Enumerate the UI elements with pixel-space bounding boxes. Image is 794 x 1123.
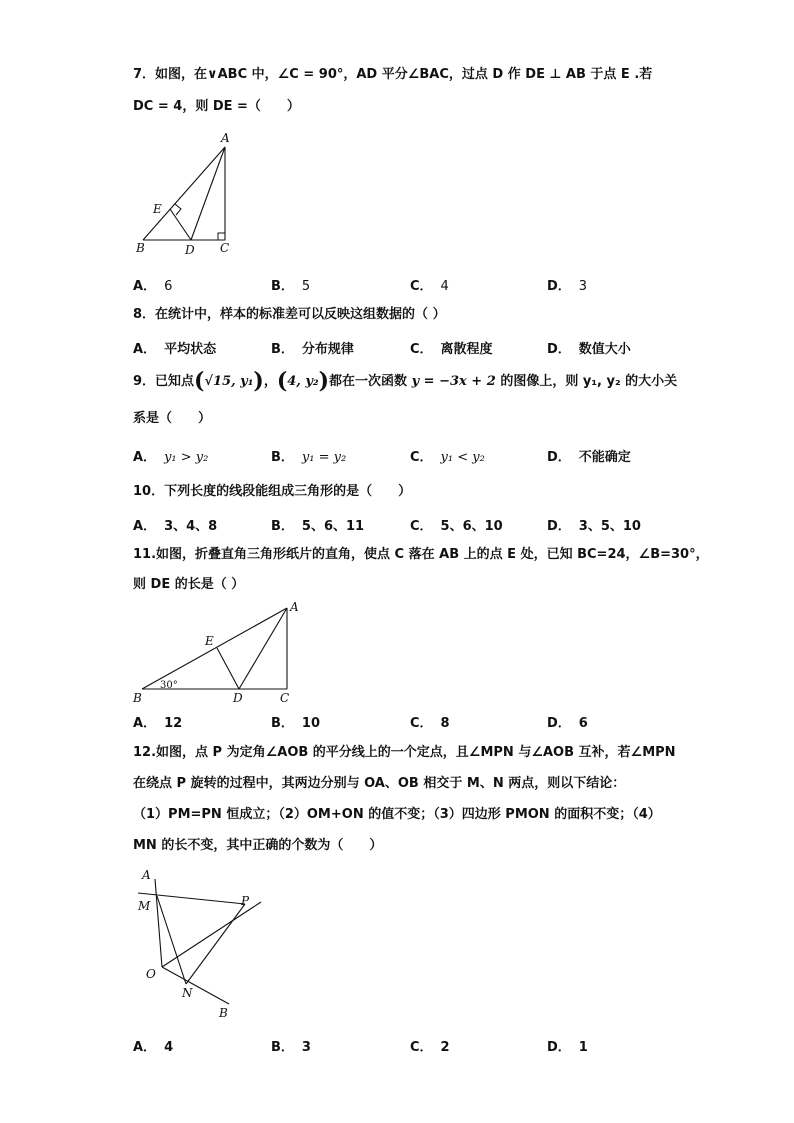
- q9-point1: √15, y₁: [204, 374, 254, 389]
- q8-stem: 8．在统计中，样本的标准差可以反映这组数据的（ ）: [133, 307, 446, 322]
- q7-option-a[interactable]: A． 6: [133, 279, 173, 294]
- q12-label-p: P: [241, 894, 250, 908]
- q12-stem-line4: MN 的长不变，其中正确的个数为（ ）: [133, 838, 383, 853]
- q11-label-a: A: [290, 600, 299, 614]
- q9-suffix: 的图像上，则 y₁, y₂ 的大小关: [500, 374, 678, 389]
- q10-option-c[interactable]: C． 5、6、10: [410, 519, 503, 534]
- q9-options: [133, 446, 653, 464]
- q8-option-c[interactable]: C． 离散程度: [410, 342, 493, 357]
- q12-label-a: A: [142, 868, 151, 882]
- q12-option-d[interactable]: D． 1: [547, 1040, 588, 1055]
- q10-options: [133, 515, 653, 533]
- q11-triangle-figure: [130, 598, 310, 708]
- q7-options: [133, 275, 653, 293]
- q9-point2: 4, y₂: [287, 374, 319, 389]
- q12-options: [133, 1036, 653, 1054]
- q7-label-e: E: [153, 202, 162, 216]
- q11-option-b[interactable]: B． 10: [271, 716, 321, 731]
- q11-stem-line1: 11.如图，折叠直角三角形纸片的直角，使点 C 落在 AB 上的点 E 处，已知 BC=24，∠B=30°，: [133, 547, 709, 562]
- q12-stem-line3: （1）PM=PN 恒成立；（2）OM+ON 的值不变；（3）四边形 PMON 的面积不变；（4）: [133, 807, 661, 822]
- q7-option-d[interactable]: D． 3: [547, 279, 588, 294]
- q7-label-c: C: [220, 241, 230, 255]
- q11-label-c: C: [280, 691, 290, 705]
- q12-option-b[interactable]: B． 3: [271, 1040, 311, 1055]
- q9-option-c[interactable]: C． y₁ < y₂: [410, 450, 485, 465]
- q11-option-a[interactable]: A． 12: [133, 716, 183, 731]
- q7-triangle-figure: [130, 130, 240, 258]
- q12-option-a[interactable]: A． 4: [133, 1040, 174, 1055]
- q10-option-b[interactable]: B． 5、6、11: [271, 519, 365, 534]
- q12-label-o: O: [146, 967, 156, 981]
- q9-prefix: 9．已知点: [133, 374, 195, 389]
- q8-option-a[interactable]: A． 平均状态: [133, 342, 217, 357]
- q9-option-d[interactable]: D． 不能确定: [547, 450, 631, 465]
- q7-stem-line1: 7．如图，在∨ABC 中，∠C = 90°，AD 平分∠BAC，过点 D 作 DE ⊥ AB 于点 E .若: [133, 67, 653, 82]
- q10-stem: 10．下列长度的线段能组成三角形的是（ ）: [133, 484, 412, 499]
- q9-separator: ，: [263, 374, 277, 389]
- q9-stem-line2: 系是（ ）: [133, 411, 212, 426]
- q10-option-a[interactable]: A． 3、4、8: [133, 519, 218, 534]
- q9-mid: 都在一次函数: [329, 374, 408, 389]
- q12-angle-figure: [130, 862, 270, 1022]
- q7-label-a: A: [221, 131, 230, 145]
- q9-function: y = −3x + 2: [411, 374, 496, 389]
- q11-angle-label: 30°: [160, 680, 178, 691]
- q12-label-b: B: [219, 1006, 228, 1020]
- q11-label-d: D: [233, 691, 243, 705]
- q11-label-e: E: [205, 634, 214, 648]
- q12-label-n: N: [182, 986, 193, 1000]
- q8-option-b[interactable]: B． 分布规律: [271, 342, 354, 357]
- q8-options: [133, 338, 653, 356]
- q7-stem-line2: DC = 4，则 DE =（ ）: [133, 99, 300, 114]
- q9-option-b[interactable]: B． y₁ = y₂: [271, 450, 347, 465]
- q9-stem-line1: 9．已知点(√15, y₁)，(4, y₂)都在一次函数 y = −3x + 2 的图像上，则 y₁, y₂ 的大小关: [133, 368, 678, 394]
- q11-option-d[interactable]: D． 6: [547, 716, 588, 731]
- q7-label-b: B: [136, 241, 145, 255]
- q11-label-b: B: [133, 691, 142, 705]
- q11-options: [133, 712, 653, 730]
- q12-stem-line2: 在绕点 P 旋转的过程中，其两边分别与 OA、OB 相交于 M、N 两点，则以下结论：: [133, 776, 626, 791]
- q12-stem-line1: 12.如图，点 P 为定角∠AOB 的平分线上的一个定点，且∠MPN 与∠AOB 互补，若∠MPN: [133, 745, 676, 760]
- q7-option-b[interactable]: B． 5: [271, 279, 311, 294]
- q8-option-d[interactable]: D． 数值大小: [547, 342, 631, 357]
- q7-label-d: D: [185, 243, 195, 257]
- q11-option-c[interactable]: C． 8: [410, 716, 450, 731]
- q12-option-c[interactable]: C． 2: [410, 1040, 450, 1055]
- q12-label-m: M: [138, 899, 151, 913]
- q7-option-c[interactable]: C． 4: [410, 279, 449, 294]
- q11-stem-line2: 则 DE 的长是（ ）: [133, 577, 245, 592]
- q10-option-d[interactable]: D． 3、5、10: [547, 519, 641, 534]
- q9-option-a[interactable]: A． y₁ > y₂: [133, 450, 209, 465]
